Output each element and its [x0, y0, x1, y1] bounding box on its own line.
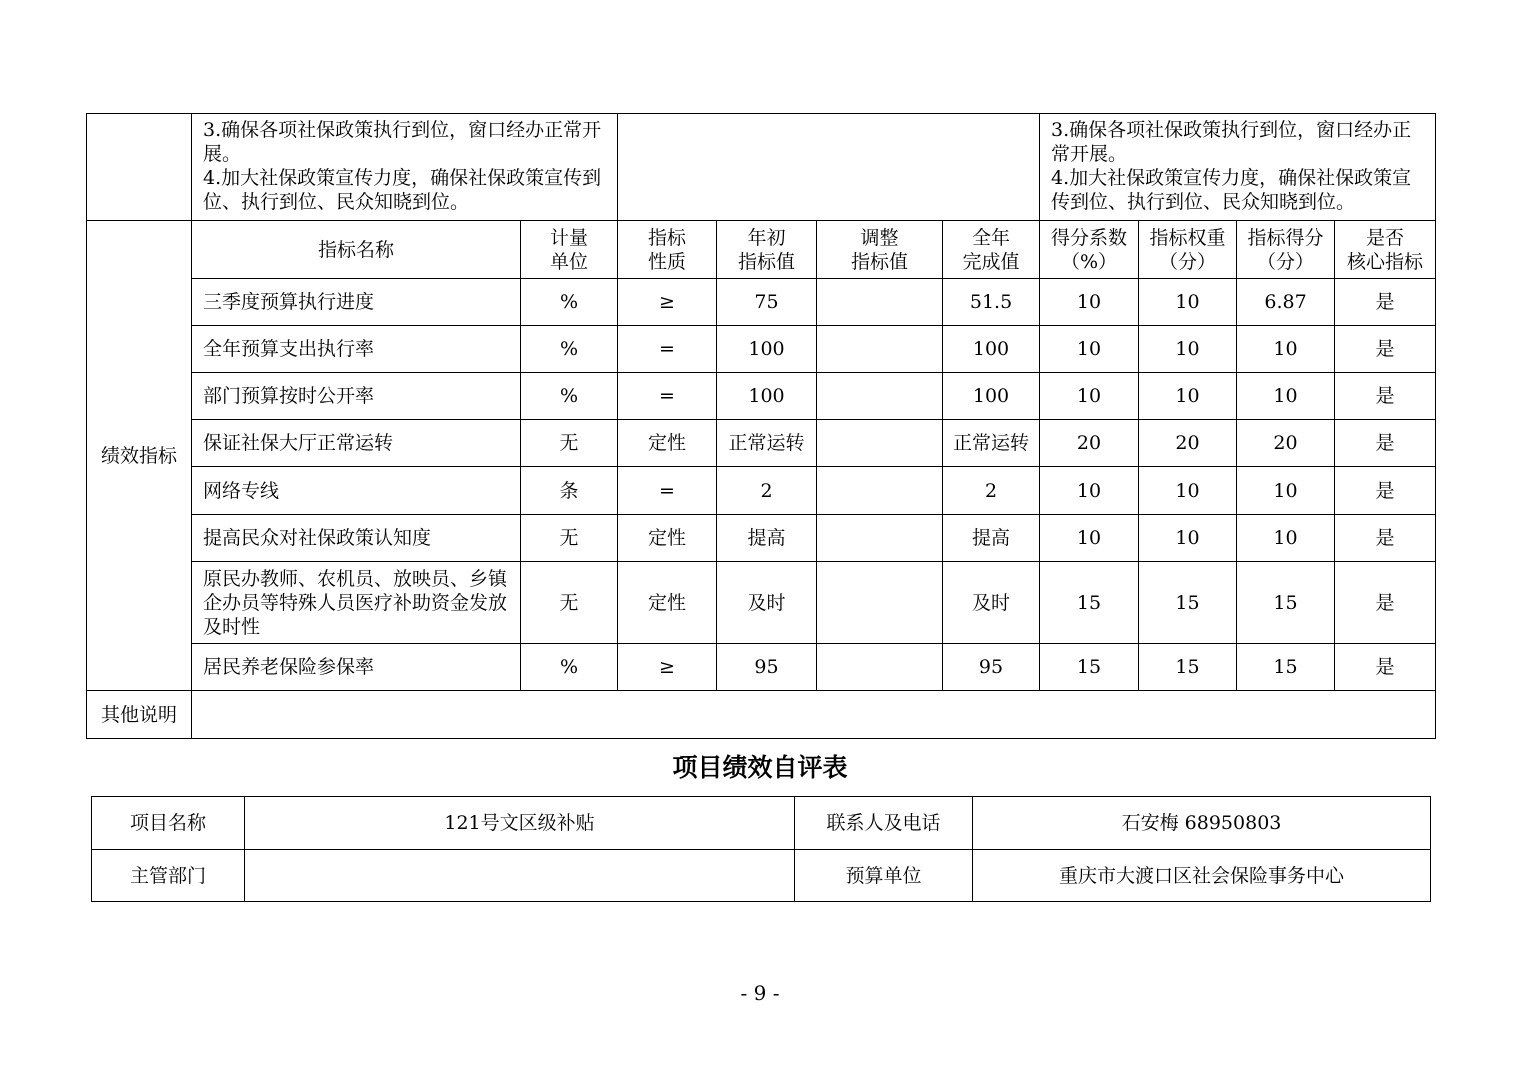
other-notes-label: 其他说明 [87, 691, 192, 739]
indicator-unit: 条 [521, 467, 618, 515]
indicator-nature: 定性 [618, 515, 717, 562]
indicator-adjusted [817, 326, 943, 373]
col-header-adjusted: 调整 指标值 [817, 221, 943, 279]
indicator-weight: 20 [1139, 420, 1237, 467]
indicator-adjusted [817, 373, 943, 420]
goals-right-text: 3.确保各项社保政策执行到位，窗口经办正常开展。 4.加大社保政策宣传力度，确保社保政策宣传到位、执行到位、民众知晓到位。 [1051, 119, 1412, 213]
goals-label-cell [87, 114, 192, 221]
indicator-name: 保证社保大厅正常运转 [192, 420, 521, 467]
indicator-nature: = [618, 467, 717, 515]
col-header-initial: 年初 指标值 [717, 221, 817, 279]
indicator-coef: 20 [1040, 420, 1139, 467]
other-notes-value [192, 691, 1436, 739]
indicator-unit: 无 [521, 515, 618, 562]
indicator-name: 居民养老保险参保率 [192, 644, 521, 691]
indicator-adjusted [817, 420, 943, 467]
indicator-nature: = [618, 373, 717, 420]
indicator-row [87, 420, 1436, 467]
indicator-name: 提高民众对社保政策认知度 [192, 515, 521, 562]
project-row-1 [92, 797, 1431, 850]
goals-middle-cell [618, 114, 1040, 221]
indicator-row [87, 644, 1436, 691]
other-notes-row [87, 691, 1436, 739]
indicator-unit: % [521, 279, 618, 326]
indicator-adjusted [817, 644, 943, 691]
indicator-core: 是 [1335, 562, 1436, 644]
indicator-core: 是 [1335, 420, 1436, 467]
indicator-initial: 正常运转 [717, 420, 817, 467]
indicator-score: 10 [1237, 326, 1335, 373]
indicator-core: 是 [1335, 279, 1436, 326]
section-title: 项目绩效自评表 [672, 753, 848, 782]
indicator-weight: 10 [1139, 467, 1237, 515]
indicator-core: 是 [1335, 467, 1436, 515]
indicator-unit: % [521, 644, 618, 691]
indicator-unit: 无 [521, 562, 618, 644]
budget-unit-label: 预算单位 [795, 850, 973, 902]
indicator-initial: 100 [717, 326, 817, 373]
col-header-weight: 指标权重 （分） [1139, 221, 1237, 279]
indicator-core: 是 [1335, 644, 1436, 691]
indicator-initial: 75 [717, 279, 817, 326]
col-header-score: 指标得分 （分） [1237, 221, 1335, 279]
indicator-coef: 10 [1040, 373, 1139, 420]
indicator-weight: 15 [1139, 562, 1237, 644]
indicator-unit: % [521, 373, 618, 420]
indicator-actual: 100 [943, 326, 1040, 373]
indicator-adjusted [817, 562, 943, 644]
indicator-score: 6.87 [1237, 279, 1335, 326]
indicator-coef: 10 [1040, 467, 1139, 515]
goals-row [87, 114, 1436, 221]
indicator-nature: ≥ [618, 644, 717, 691]
indicator-score: 10 [1237, 373, 1335, 420]
indicator-core: 是 [1335, 373, 1436, 420]
indicator-coef: 15 [1040, 562, 1139, 644]
goals-left-text: 3.确保各项社保政策执行到位，窗口经办正常开展。 4.加大社保政策宣传力度，确保社保政策宣传到位、执行到位、民众知晓到位。 [203, 119, 602, 213]
indicator-name: 部门预算按时公开率 [192, 373, 521, 420]
indicator-name: 原民办教师、农机员、放映员、乡镇企办员等特殊人员医疗补助资金发放及时性 [192, 562, 521, 644]
budget-unit-value: 重庆市大渡口区社会保险事务中心 [973, 850, 1431, 902]
indicator-actual: 2 [943, 467, 1040, 515]
indicator-weight: 15 [1139, 644, 1237, 691]
indicator-coef: 10 [1040, 279, 1139, 326]
indicator-nature: = [618, 326, 717, 373]
indicator-coef: 10 [1040, 515, 1139, 562]
indicator-weight: 10 [1139, 326, 1237, 373]
indicator-score: 10 [1237, 515, 1335, 562]
indicator-coef: 10 [1040, 326, 1139, 373]
section-label: 绩效指标 [87, 221, 192, 691]
indicator-weight: 10 [1139, 279, 1237, 326]
indicator-row [87, 279, 1436, 326]
indicator-unit: 无 [521, 420, 618, 467]
col-header-nature: 指标 性质 [618, 221, 717, 279]
indicator-actual: 提高 [943, 515, 1040, 562]
indicator-score: 10 [1237, 467, 1335, 515]
col-header-core: 是否 核心指标 [1335, 221, 1436, 279]
dept-value [245, 850, 795, 902]
indicator-score: 15 [1237, 644, 1335, 691]
col-header-name: 指标名称 [192, 221, 521, 279]
col-header-actual: 全年 完成值 [943, 221, 1040, 279]
indicator-weight: 10 [1139, 515, 1237, 562]
indicator-weight: 10 [1139, 373, 1237, 420]
project-row-2 [92, 850, 1431, 902]
indicator-actual: 及时 [943, 562, 1040, 644]
indicator-core: 是 [1335, 515, 1436, 562]
indicator-nature: 定性 [618, 420, 717, 467]
header-row [87, 221, 1436, 279]
indicator-initial: 2 [717, 467, 817, 515]
col-header-coef: 得分系数 （%） [1040, 221, 1139, 279]
indicator-score: 20 [1237, 420, 1335, 467]
indicator-core: 是 [1335, 326, 1436, 373]
indicator-coef: 15 [1040, 644, 1139, 691]
contact-value: 石安梅 68950803 [973, 797, 1431, 850]
indicator-initial: 提高 [717, 515, 817, 562]
project-info-table [91, 796, 1431, 902]
indicator-initial: 95 [717, 644, 817, 691]
contact-label: 联系人及电话 [795, 797, 973, 850]
indicator-initial: 100 [717, 373, 817, 420]
indicator-adjusted [817, 515, 943, 562]
indicator-nature: ≥ [618, 279, 717, 326]
performance-table [86, 113, 1436, 739]
indicator-actual: 95 [943, 644, 1040, 691]
indicator-row [87, 515, 1436, 562]
goals-left-cell [192, 114, 618, 221]
indicator-actual: 100 [943, 373, 1040, 420]
indicator-nature: 定性 [618, 562, 717, 644]
indicator-adjusted [817, 467, 943, 515]
indicator-row [87, 373, 1436, 420]
indicator-adjusted [817, 279, 943, 326]
page-number: - 9 - [740, 981, 780, 1005]
indicator-score: 15 [1237, 562, 1335, 644]
project-name-label: 项目名称 [92, 797, 245, 850]
indicator-actual: 正常运转 [943, 420, 1040, 467]
project-name-value: 121号文区级补贴 [245, 797, 795, 850]
indicator-unit: % [521, 326, 618, 373]
indicator-name: 网络专线 [192, 467, 521, 515]
indicator-initial: 及时 [717, 562, 817, 644]
goals-right-cell [1040, 114, 1436, 221]
dept-label: 主管部门 [92, 850, 245, 902]
indicator-name: 全年预算支出执行率 [192, 326, 521, 373]
indicator-row [87, 326, 1436, 373]
col-header-unit: 计量 单位 [521, 221, 618, 279]
indicator-row [87, 467, 1436, 515]
indicator-name: 三季度预算执行进度 [192, 279, 521, 326]
indicator-actual: 51.5 [943, 279, 1040, 326]
indicator-row [87, 562, 1436, 644]
